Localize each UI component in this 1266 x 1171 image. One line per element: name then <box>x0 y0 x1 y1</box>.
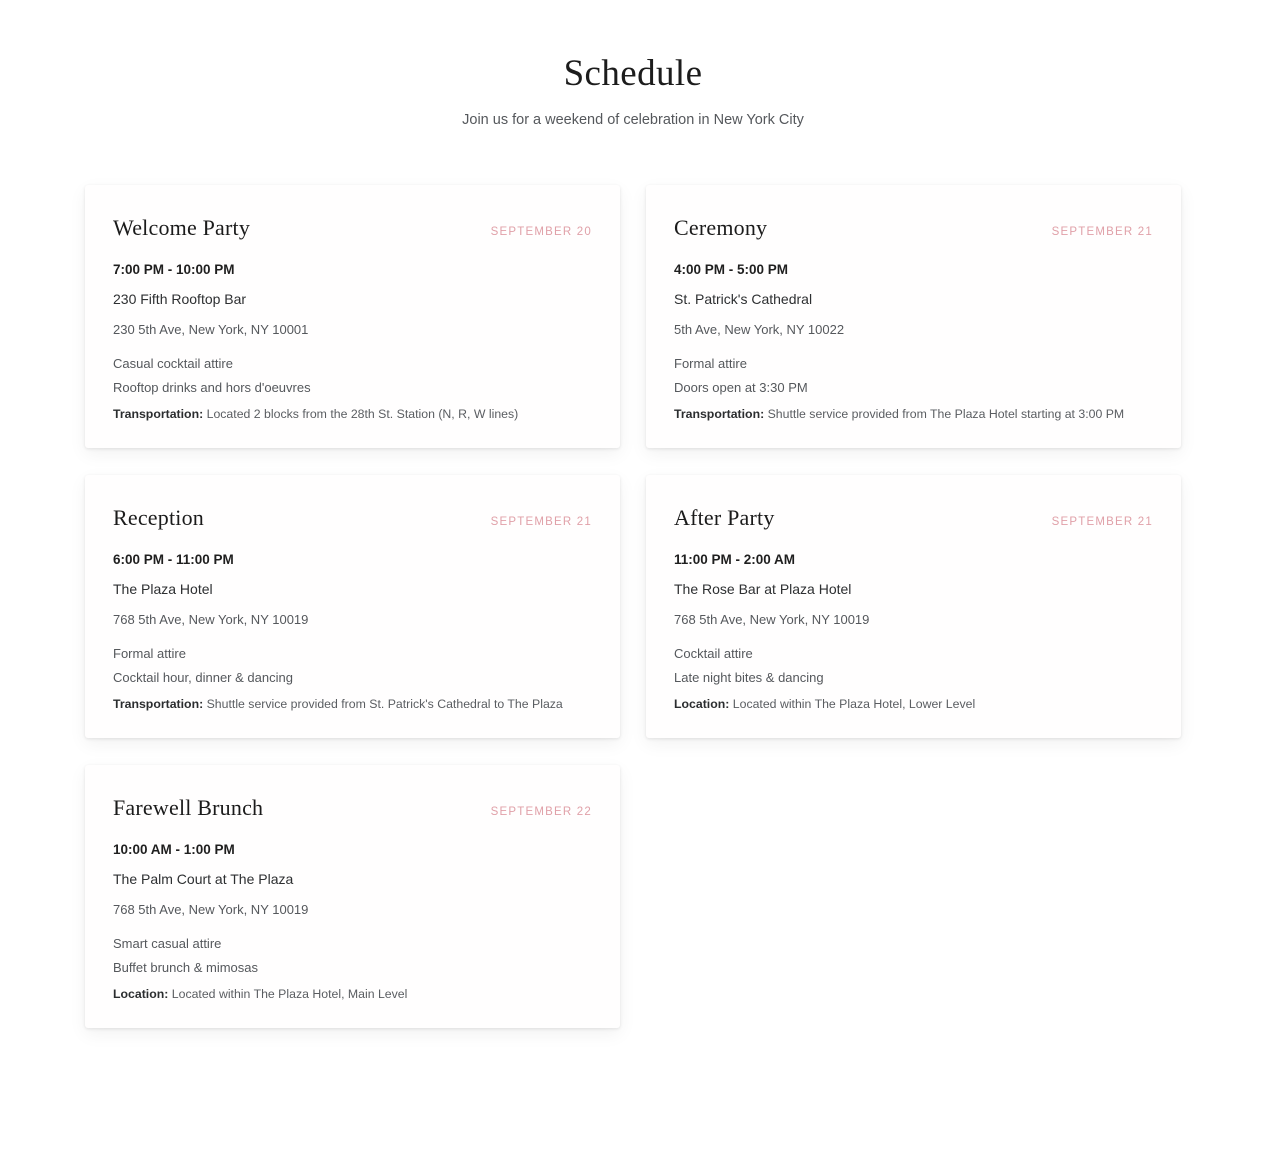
event-note <box>674 696 1153 713</box>
event-note-text: Located within The Plaza Hotel, Main Level <box>171 986 408 1001</box>
event-card-after-party[interactable] <box>646 475 1181 738</box>
event-card-grid <box>85 185 1181 1028</box>
event-note <box>113 986 592 1003</box>
event-note-label: Transportation: <box>113 696 204 711</box>
event-note <box>113 696 592 713</box>
event-date: SEPTEMBER 20 <box>490 226 592 239</box>
event-note <box>674 406 1153 423</box>
event-venue: The Palm Court at The Plaza <box>113 870 294 887</box>
event-detail: Buffet brunch & mimosas <box>113 959 258 975</box>
event-card-welcome-party[interactable] <box>85 185 620 448</box>
event-note-text: Shuttle service provided from The Plaza Hotel starting at 3:00 PM <box>767 406 1125 421</box>
event-address: 5th Ave, New York, NY 10022 <box>674 321 845 337</box>
event-card-header <box>113 215 592 241</box>
event-venue: 230 Fifth Rooftop Bar <box>113 290 247 307</box>
event-attire: Smart casual attire <box>113 935 222 951</box>
event-card-farewell-brunch[interactable] <box>85 765 620 1028</box>
event-attire: Formal attire <box>674 355 747 371</box>
event-title: Farewell Brunch <box>113 795 264 821</box>
event-venue: St. Patrick's Cathedral <box>674 290 813 307</box>
event-address: 768 5th Ave, New York, NY 10019 <box>113 901 309 917</box>
event-note-text: Located 2 blocks from the 28th St. Station (N, R, W lines) <box>206 406 519 421</box>
event-detail: Rooftop drinks and hors d'oeuvres <box>113 379 311 395</box>
event-title: Reception <box>113 505 204 531</box>
event-address: 230 5th Ave, New York, NY 10001 <box>113 321 309 337</box>
event-title: Ceremony <box>674 215 768 241</box>
event-detail: Cocktail hour, dinner & dancing <box>113 669 293 685</box>
event-note-text: Located within The Plaza Hotel, Lower Level <box>732 696 976 711</box>
event-card-header <box>674 215 1153 241</box>
event-address: 768 5th Ave, New York, NY 10019 <box>113 611 309 627</box>
event-attire: Formal attire <box>113 645 186 661</box>
event-date: SEPTEMBER 22 <box>490 806 592 819</box>
event-time: 4:00 PM - 5:00 PM <box>674 261 789 277</box>
event-attire: Casual cocktail attire <box>113 355 233 371</box>
event-address: 768 5th Ave, New York, NY 10019 <box>674 611 870 627</box>
event-time: 10:00 AM - 1:00 PM <box>113 841 235 857</box>
event-card-header <box>113 795 592 821</box>
event-title: After Party <box>674 505 775 531</box>
event-card-ceremony[interactable] <box>646 185 1181 448</box>
event-attire: Cocktail attire <box>674 645 753 661</box>
page-subtitle: Join us for a weekend of celebration in New York City <box>462 112 804 129</box>
event-time: 11:00 PM - 2:00 AM <box>674 551 796 567</box>
event-note <box>113 406 592 423</box>
event-date: SEPTEMBER 21 <box>1051 516 1153 529</box>
page-title: Schedule <box>563 53 703 94</box>
event-note-label: Transportation: <box>674 406 765 421</box>
event-detail: Doors open at 3:30 PM <box>674 379 808 395</box>
event-venue: The Rose Bar at Plaza Hotel <box>674 580 852 597</box>
event-venue: The Plaza Hotel <box>113 580 213 597</box>
event-note-label: Transportation: <box>113 406 204 421</box>
event-title: Welcome Party <box>113 215 251 241</box>
event-card-header <box>113 505 592 531</box>
event-note-label: Location: <box>113 986 169 1001</box>
event-card-header <box>674 505 1153 531</box>
event-note-label: Location: <box>674 696 730 711</box>
event-time: 6:00 PM - 11:00 PM <box>113 551 234 567</box>
event-date: SEPTEMBER 21 <box>490 516 592 529</box>
event-date: SEPTEMBER 21 <box>1051 226 1153 239</box>
event-card-reception[interactable] <box>85 475 620 738</box>
event-detail: Late night bites & dancing <box>674 669 824 685</box>
event-time: 7:00 PM - 10:00 PM <box>113 261 235 277</box>
event-note-text: Shuttle service provided from St. Patrick's Cathedral to The Plaza <box>206 696 563 711</box>
page-header <box>0 52 1266 128</box>
